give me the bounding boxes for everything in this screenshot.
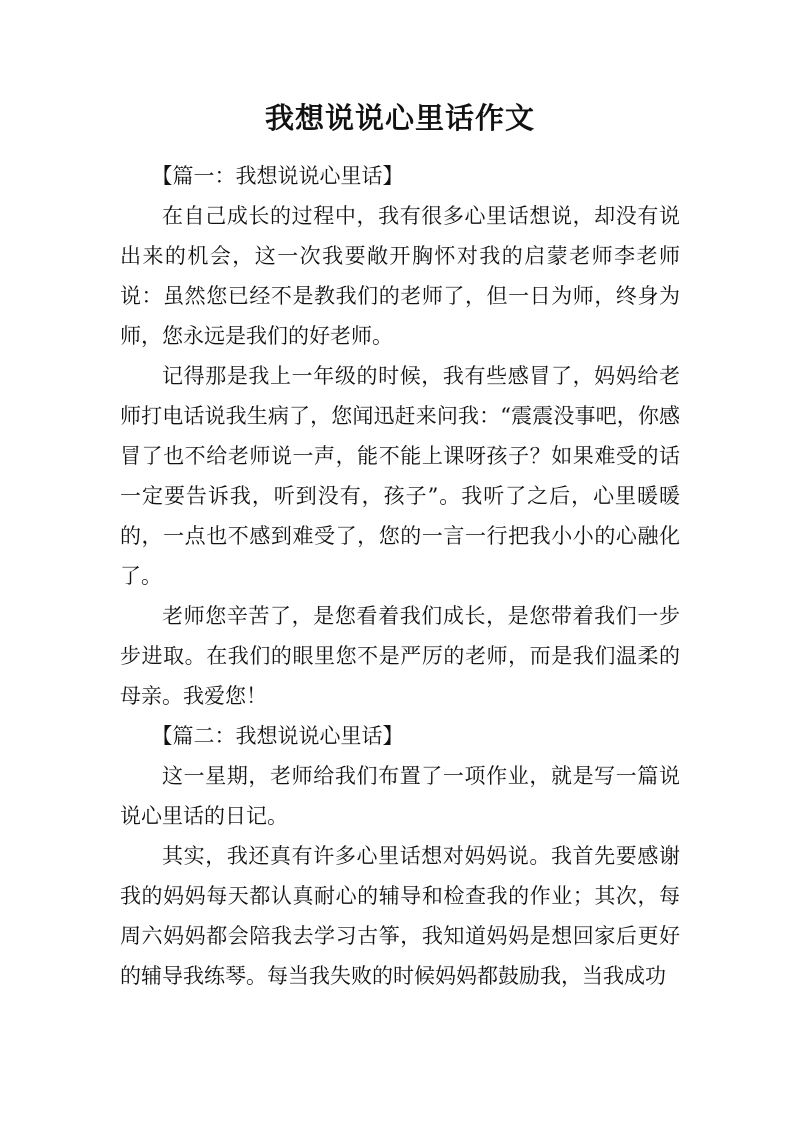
paragraph-5: 其实，我还真有许多心里话想对妈妈说。我首先要感谢我的妈妈每天都认真耐心的辅导和检查我的作业；其次，每周六妈妈都会陪我去学习古筝，我知道妈妈是想回家后更好的辅导我练琴。每当我失败的时候妈妈都鼓励我，当我成功: [120, 844, 680, 988]
document-title: 我想说说心里话作文: [264, 101, 535, 135]
section-heading-1: 【篇一：我想说说心里话】: [151, 164, 404, 188]
paragraph-2: 记得那是我上一年级的时候，我有些感冒了，妈妈给老师打电话说我生病了，您闻迅赶来问我：“震震没事吧，你感冒了也不给老师说一声，能不能上课呀孩子？如果难受的话一定要告诉我，听到没有，孩子”。我听了之后，心里暖暖的，一点也不感到难受了，您的一言一行把我小小的心融化了。: [120, 364, 680, 588]
paragraph-4: 这一星期，老师给我们布置了一项作业，就是写一篇说说心里话的日记。: [120, 764, 680, 828]
document-body: [120, 156, 680, 996]
paragraph-3: 老师您辛苦了，是您看着我们成长，是您带着我们一步步进取。在我们的眼里您不是严厉的老师，而是我们温柔的母亲。我爱您！: [120, 604, 680, 708]
section-heading-2: 【篇二：我想说说心里话】: [151, 724, 404, 748]
paragraph-1: 在自己成长的过程中，我有很多心里话想说，却没有说出来的机会，这一次我要敞开胸怀对我的启蒙老师李老师说：虽然您已经不是教我们的老师了，但一日为师，终身为师，您永远是我们的好老师。: [120, 204, 680, 348]
